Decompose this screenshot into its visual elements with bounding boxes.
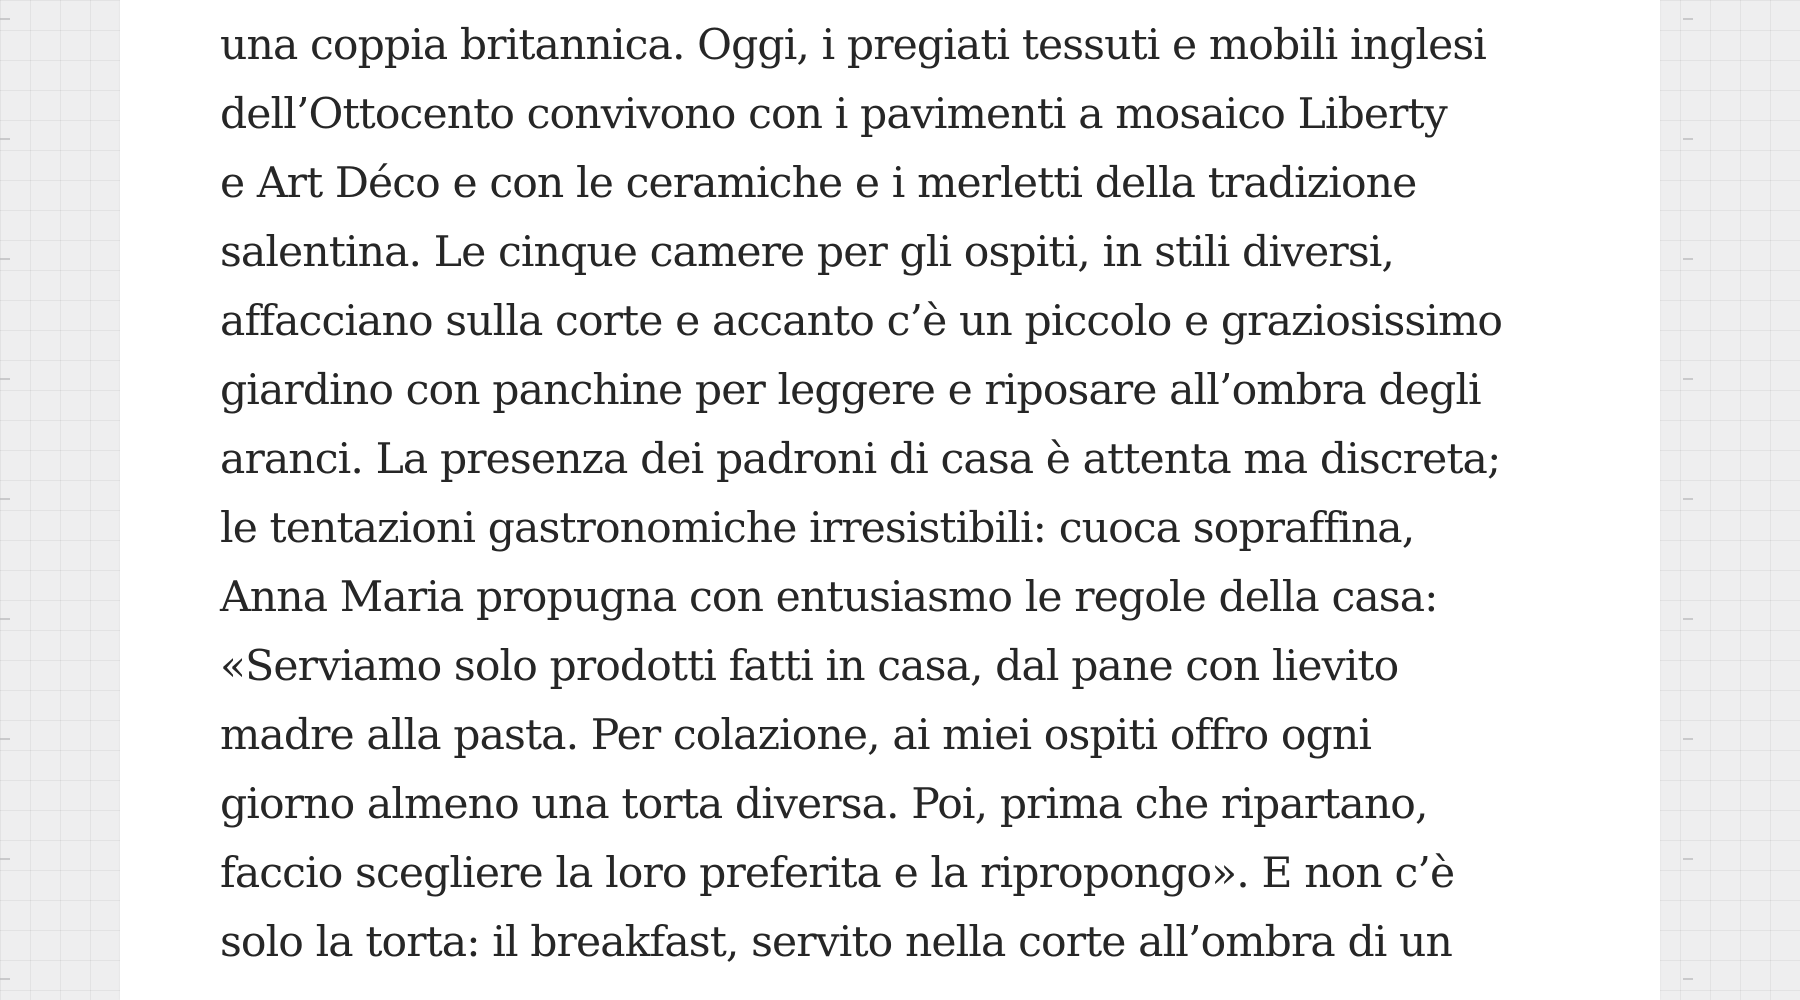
text-line: madre alla pasta. Per colazione, ai miei ospiti offro ogni: [220, 711, 1372, 760]
text-line: giardino con panchine per leggere e riposare all’ombra degli: [220, 366, 1481, 415]
left-ruler: [0, 0, 10, 1000]
text-line: le tentazioni gastronomiche irresistibili: cuoca sopraffina,: [220, 504, 1415, 553]
text-line: salentina. Le cinque camere per gli ospiti, in stili diversi,: [220, 228, 1395, 277]
text-line: Anna Maria propugna con entusiasmo le regole della casa:: [220, 573, 1438, 622]
text-line: faccio scegliere la loro preferita e la ripropongo». E non c’è: [220, 849, 1455, 898]
text-line: aranci. La presenza dei padroni di casa è attenta ma discreta;: [220, 435, 1501, 484]
text-line: [220, 0, 1502, 11]
text-line: «Serviamo solo prodotti fatti in casa, dal pane con lievito: [220, 642, 1399, 691]
text-line: dell’Ottocento convivono con i pavimenti a mosaico Liberty: [220, 90, 1447, 139]
right-ruler: [1683, 0, 1693, 1000]
text-line: una coppia britannica. Oggi, i pregiati tessuti e mobili inglesi: [220, 21, 1486, 70]
body-text: [220, 0, 1502, 977]
document-page: [120, 0, 1660, 1000]
text-line: affacciano sulla corte e accanto c’è un piccolo e graziosissimo: [220, 297, 1503, 346]
text-line: e Art Déco e con le ceramiche e i merletti della tradizione: [220, 159, 1417, 208]
text-line: giorno almeno una torta diversa. Poi, prima che ripartano,: [220, 780, 1428, 829]
text-line: solo la torta: il breakfast, servito nella corte all’ombra di un: [220, 918, 1452, 967]
